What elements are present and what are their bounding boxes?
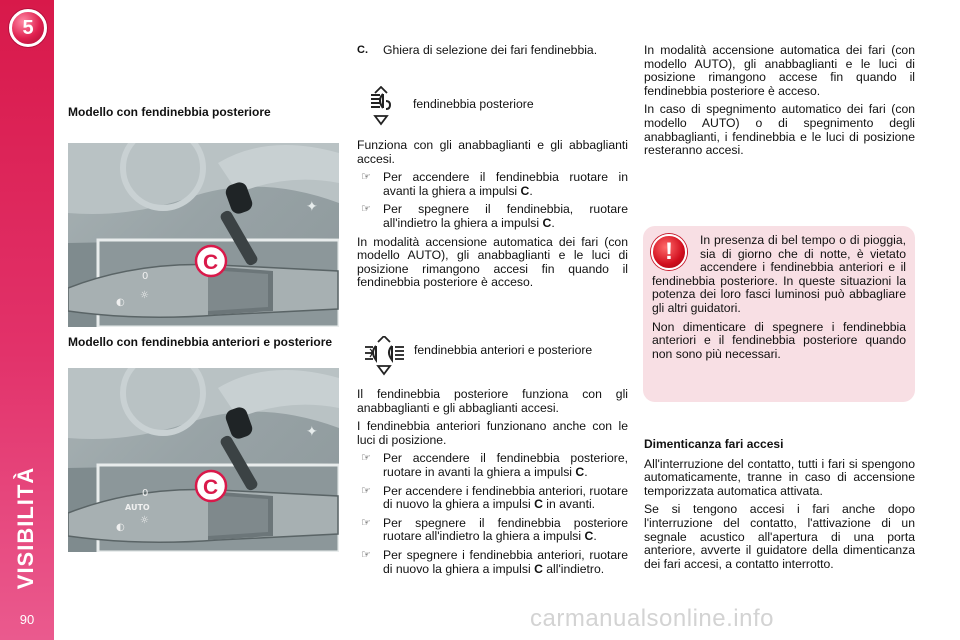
front-rear-bullet-2-key: C: [534, 497, 543, 512]
rear-bullet-1-end: .: [529, 183, 533, 198]
heading-front-rear-fog: Modello con fendinebbia anteriori e posteriore: [68, 335, 333, 349]
front-rear-fog-light-icon: [362, 336, 410, 376]
page-number: 90: [19, 612, 35, 627]
front-rear-bullet-1-end: .: [584, 464, 588, 479]
front-rear-bullet-3-text: Per spegnere il fendinebbia posteriore ruotare all'indietro la ghiera a impulsi: [383, 515, 628, 544]
front-rear-bullet-4-text: Per spegnere i fendinebbia anteriori, ruotare di nuovo la ghiera a impulsi: [383, 547, 628, 576]
warning-paragraph-1: [652, 234, 906, 316]
forget-lights-heading: Dimenticanza fari accesi: [644, 437, 784, 451]
front-rear-bullet-1-text: Per accendere il fendinebbia posteriore, ruotare in avanti la ghiera a impulsi: [383, 451, 628, 479]
callout-c-rear: C: [203, 251, 219, 274]
forget-lights-p1: All'interruzione del contatto, tutti i fari si spengono automaticamente, tranne in caso di accensione temporizzata automatica attivata.: [644, 456, 915, 498]
stalk-illustration-rear: [68, 143, 339, 327]
front-rear-bullet-2-end: in avanti.: [542, 497, 596, 512]
rear-intro: Funziona con gli anabbaglianti e gli abbaglianti accesi.: [357, 138, 628, 166]
forget-lights-p2: Se si tengono accesi i fari anche dopo l'interruzione del contatto, l'attivazione di un segnale acustico all'apertura di una porta anteriore, avverte il guidatore della dimenticanza dei fari accesi, a contatto interrotto.: [644, 502, 915, 571]
front-rear-bullet-4-key: C: [534, 561, 543, 576]
rear-bullet-1: [357, 171, 628, 198]
warning-exclamation-icon: !: [651, 234, 687, 270]
auto-off-note: In caso di spegnimento automatico dei fari (con modello AUTO) o di spegnimento degli anabbaglianti, i fendinebbia e le luci di posizione resteranno accesi.: [644, 102, 915, 158]
stalk-photo-front-rear: [68, 368, 339, 552]
front-rear-bullet-1: [357, 452, 628, 479]
front-rear-bullet-4: [357, 549, 628, 576]
auto-on-note: In modalità accensione automatica dei fari (con modello AUTO), gli anabbaglianti e le luci di posizione rimangono accese fin quando il fendinebbia posteriore è acceso.: [644, 43, 915, 98]
chapter-sidebar: [0, 0, 54, 640]
column-2-front-rear-section: [357, 388, 628, 581]
warning-box: [643, 226, 915, 402]
icon-front-rear-fog-label: fendinebbia anteriori e posteriore: [414, 343, 593, 357]
front-rear-intro-2: I fendinebbia anteriori funzionano anche con le luci di posizione.: [357, 419, 628, 447]
c-text: Ghiera di selezione dei fari fendinebbia.: [383, 43, 598, 57]
front-rear-bullet-3-end: .: [593, 529, 597, 544]
c-label: C.: [357, 44, 368, 56]
hand-pointer-icon: ☞: [361, 452, 371, 465]
watermark: carmanualsonline.info: [530, 605, 774, 632]
column-2: [357, 44, 628, 63]
warning-text: [652, 234, 906, 366]
lion-emblem-icon-b: ✦: [306, 424, 318, 440]
stalk-photo-rear: [68, 143, 339, 327]
column-3-bottom: [644, 438, 915, 576]
chapter-number-badge: 5: [9, 9, 47, 47]
column-2-rear-section: [357, 139, 628, 295]
hand-pointer-icon: ☞: [361, 203, 371, 216]
stalk-mark-0: 0: [142, 271, 149, 282]
front-rear-bullet-1-key: C: [575, 464, 585, 479]
rear-fog-light-icon: [367, 86, 411, 126]
front-rear-intro-1: Il fendinebbia posteriore funziona con gli anabbaglianti e gli abbaglianti accesi.: [357, 387, 628, 415]
rear-auto-note: In modalità accensione automatica dei fari (con modello AUTO), gli anabbaglianti e le luci di posizione rimangono accesi fin quando il fendinebbia posteriore è acceso.: [357, 234, 628, 290]
front-rear-bullet-3: [357, 517, 628, 544]
rear-bullet-1-key: C: [520, 183, 530, 198]
stalk-mark-lowbeam: ◐: [116, 297, 125, 308]
rear-bullet-2-end: .: [551, 215, 555, 230]
rear-bullet-2: [357, 203, 628, 230]
hand-pointer-icon: ☞: [361, 548, 371, 561]
column-3-top: [644, 44, 915, 163]
front-rear-bullet-4-end: all'indietro.: [542, 561, 605, 576]
warning-paragraph-2: Non dimenticare di spegnere i fendinebbia anteriori e il fendinebbia posteriore quando non sono più necessari.: [652, 319, 906, 361]
icon-rear-fog-label: fendinebbia posteriore: [413, 97, 534, 111]
front-rear-bullet-3-key: C: [584, 529, 594, 544]
stalk-mark-light: ☼: [140, 290, 149, 301]
stalk-auto-label: AUTO: [125, 503, 150, 512]
rear-bullet-1-text: Per accendere il fendinebbia ruotare in avanti la ghiera a impulsi: [383, 170, 628, 198]
c-definition: [357, 44, 628, 58]
icon-row-front-rear-fog: [362, 336, 629, 376]
front-rear-bullet-2-text: Per accendere i fendinebbia anteriori, ruotare di nuovo la ghiera a impulsi: [383, 483, 628, 512]
icon-row-rear-fog: [367, 86, 629, 126]
front-rear-bullet-2: [357, 485, 628, 512]
stalk-illustration-front-rear: [68, 368, 339, 552]
callout-c-front-rear: C: [203, 476, 219, 499]
hand-pointer-icon: ☞: [361, 484, 371, 497]
hand-pointer-icon: ☞: [361, 516, 371, 529]
rear-bullet-2-text: Per spegnere il fendinebbia, ruotare all'indietro la ghiera a impulsi: [383, 202, 628, 230]
stalk-mark-0-b: 0: [142, 488, 149, 499]
warning-p1-text: In presenza di bel tempo o di pioggia, sia di giorno che di notte, è vietato accendere i fendinebbia anteriori e il fendinebbia posteriore. In queste situazioni la potenza dei loro fasci luminosi può abbagliare gli altri guidatori.: [652, 233, 906, 315]
rear-bullet-2-key: C: [542, 215, 552, 230]
hand-pointer-icon: ☞: [361, 171, 371, 184]
stalk-mark-lowbeam-b: ◐: [116, 522, 125, 533]
lion-emblem-icon: ✦: [306, 199, 318, 215]
section-title-vertical: [4, 458, 48, 598]
stalk-mark-light-b: ☼: [140, 515, 149, 526]
heading-rear-fog: Modello con fendinebbia posteriore: [68, 105, 271, 119]
section-title: VISIBILITÀ: [13, 466, 39, 590]
